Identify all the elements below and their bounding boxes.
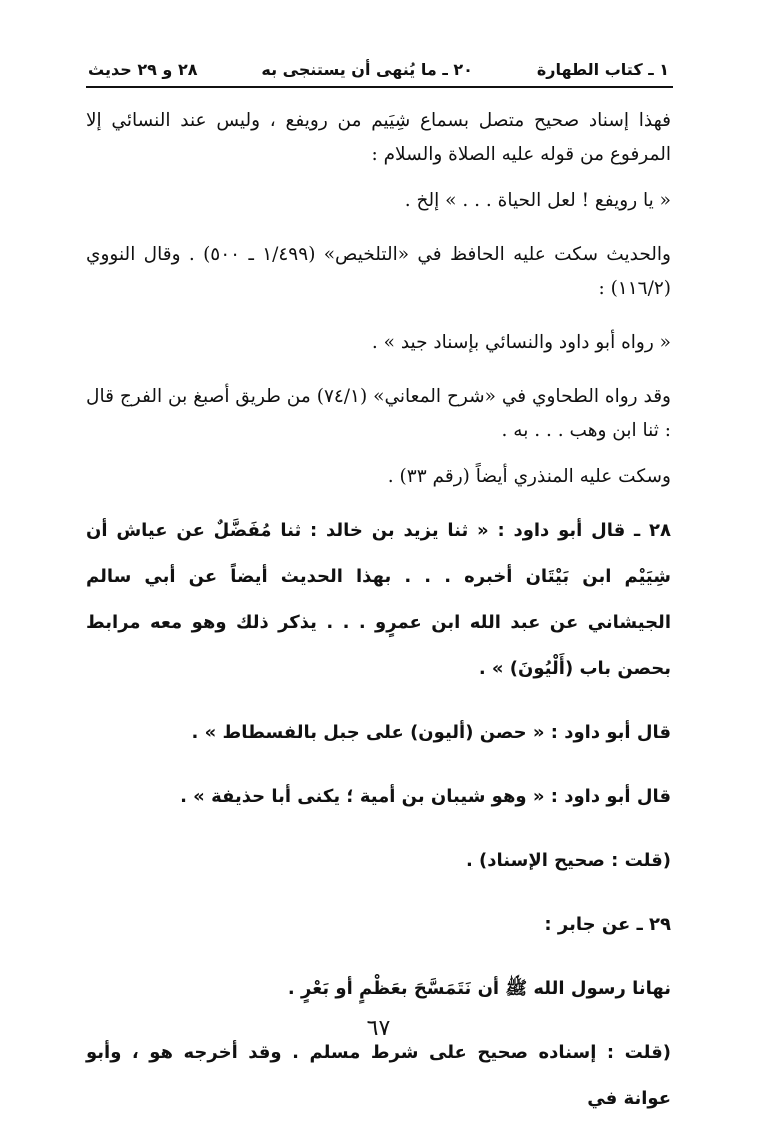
paragraph-tahawi-note: وقد رواه الطحاوي في «شرح المعاني» (٧٤/١) من طريق أصبغ بن الفرج قال : ثنا ابن وهب . . . به .: [86, 386, 671, 441]
paragraph-takhrij: (قلت : إسناده صحيح على شرط مسلم . وقد أخرجه هو ، وأبو عوانة في: [86, 1042, 671, 1109]
paragraph-mundhiri-note: وسكت عليه المنذري أيضاً (رقم ٣٣) .: [387, 466, 671, 487]
header-chapter: ١ ـ كتاب الطهارة: [536, 59, 669, 79]
paragraph-isnad-note: فهذا إسناد صحيح متصل بسماع شِيَيم من رويفع ، وليس عند النسائي إلا المرفوع من قوله عليه الصلاة والسلام :: [86, 110, 671, 165]
running-header: [88, 54, 669, 84]
hadith-28: ٢٨ ـ قال أبو داود : « ثنا يزيد بن خالد : ثنا مُفَضَّلٌ عن عياش أن شِيَيْم ابن بَيْتَان أخبره . . . بهذا الحديث أيضاً عن أبي سالم الجيشاني عن عبد الله ابن عمرٍو . . . يذكر ذلك وهو معه مرابط بحصن باب (أَلْيُونَ) » .: [86, 520, 671, 679]
paragraph-abu-dawud-2: قال أبو داود : « وهو شيبان بن أمية ؛ يكنى أبا حذيفة » .: [180, 786, 671, 807]
paragraph-hafiz-note: والحديث سكت عليه الحافظ في «التلخيص» (١/٤٩٩ ـ ٥٠٠) . وقال النووي (١١٦/٢) :: [86, 244, 671, 299]
hadith-29-text: نهانا رسول الله ﷺ أن نَتَمَسَّحَ بعَظْمٍ أو بَعْرٍ .: [287, 978, 671, 999]
body-text: [86, 104, 671, 1140]
page-number: ٦٧: [366, 1016, 391, 1041]
header-rule: [86, 86, 673, 88]
header-section: ٢٠ ـ ما يُنهى أن يستنجى به: [261, 59, 473, 79]
paragraph-nawawi-quote: « رواه أبو داود والنسائي بإسناد جيد » .: [371, 332, 671, 353]
paragraph-verdict: (قلت : صحيح الإسناد) .: [465, 850, 671, 871]
paragraph-abu-dawud-1: قال أبو داود : « حصن (أليون) على جبل بالفسطاط » .: [191, 722, 671, 743]
header-hadith-numbers: ٢٨ و ٢٩ حديث: [88, 59, 198, 79]
paragraph-quote: « يا رويفع ! لعل الحياة . . . » إلخ .: [404, 190, 671, 211]
hadith-29-title: ٢٩ ـ عن جابر :: [544, 914, 671, 935]
